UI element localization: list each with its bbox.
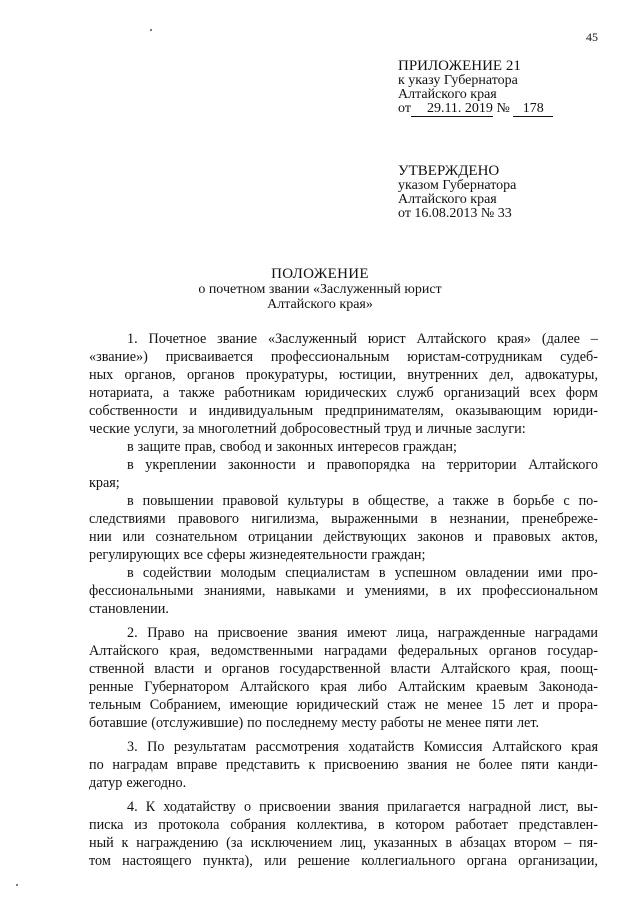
scan-speck: [16, 884, 18, 886]
body-line: ренные Губернатором Алтайского края либо Алтайским краевым Законода-: [89, 679, 598, 695]
annex-line: к указу Губернатора: [398, 73, 518, 88]
body-line: регулирующих все сферы жизнедеятельности граждан;: [89, 547, 426, 563]
body-line: ческие услуги, за многолетний добросовестный труд и личные заслуги:: [89, 421, 526, 437]
annex-number: 178: [513, 102, 553, 117]
approval-line: Алтайского края: [398, 192, 497, 207]
body-line: том настоящего пункта), или решение коллегиального органа организации,: [89, 853, 598, 869]
body-line: следствиями правового нигилизма, выраженными в незнании, пренебреже-: [89, 511, 598, 527]
body-line: 2. Право на присвоение звания имеют лица, награжденные наградами: [127, 625, 598, 641]
annex-line: Алтайского края: [398, 87, 497, 102]
page-number: 45: [586, 30, 598, 44]
body-line: писка из протокола собрания коллектива, в котором работает представлен-: [89, 817, 598, 833]
approval-line: от 16.08.2013 № 33: [398, 206, 512, 221]
approval-title: УТВЕРЖДЕНО: [398, 163, 500, 179]
body-line: собственности и индивидуальным предпринимателям, оказывающим юриди-: [89, 403, 598, 419]
body-line: края;: [89, 475, 120, 491]
body-line: ных органов, органов прокуратуры, юстиции, внутренних дел, адвокатуры,: [89, 367, 598, 383]
annex-title: ПРИЛОЖЕНИЕ 21: [398, 58, 521, 74]
body-line: в повышении правовой культуры в обществе, а также в борьбе с по-: [127, 493, 598, 509]
body-line: по наградам вправе представить к присвоению звания не более пяти канди-: [89, 757, 598, 773]
body-line: тельным Собранием, имеющие юридический стаж не менее 15 лет и прора-: [89, 697, 598, 713]
title-subtitle: Алтайского края»: [267, 297, 373, 312]
body-line: нии или сознательном отрицании действующих законов и правовых актов,: [89, 529, 598, 545]
number-sign: №: [496, 101, 510, 116]
document-body: [89, 330, 598, 870]
document-title: [0, 266, 640, 312]
body-line: 3. По результатам рассмотрения ходатайств Комиссия Алтайского края: [127, 739, 598, 755]
body-line: в укреплении законности и правопорядка на территории Алтайского: [127, 457, 598, 473]
body-line: ботавшие (отслужившие) по последнему месту работы не менее пяти лет.: [89, 715, 539, 731]
approval-block: [398, 163, 516, 221]
title-heading: ПОЛОЖЕНИЕ: [271, 266, 369, 282]
body-line: 1. Почетное звание «Заслуженный юрист Алтайского края» (далее –: [127, 331, 598, 347]
body-line: становлении.: [89, 601, 169, 617]
title-subtitle: о почетном звании «Заслуженный юрист: [198, 282, 442, 297]
body-line: ный к награждению (за исключением лиц, указанных в абзацах втором – пя-: [89, 835, 598, 851]
date-prefix: от: [398, 101, 411, 116]
approval-line: указом Губернатора: [398, 178, 517, 193]
body-line: в содействии молодым специалистам в успешном овладении ими про-: [127, 565, 598, 581]
body-line: фессиональными знаниями, навыками и умениями, в их профессиональном: [89, 583, 598, 599]
annex-block: [398, 58, 553, 117]
body-line: ственной власти и органов государственной власти Алтайского края, поощ-: [89, 661, 598, 677]
scan-speck: [150, 29, 152, 31]
annex-date-line: [398, 102, 553, 117]
body-line: нотариата, а также работникам юридических служб организаций всех форм: [89, 385, 598, 401]
body-line: датур ежегодно.: [89, 775, 187, 791]
body-line: в защите прав, свобод и законных интересов граждан;: [127, 439, 457, 455]
body-line: Алтайского края, ведомственными наградами федеральных органов государ-: [89, 643, 598, 659]
body-line: «звание») присваивается профессиональным юристам-сотрудникам судеб-: [89, 349, 598, 365]
body-line: 4. К ходатайству о присвоении звания прилагается наградной лист, вы-: [127, 799, 598, 815]
annex-date: 29.11. 2019: [411, 102, 493, 117]
